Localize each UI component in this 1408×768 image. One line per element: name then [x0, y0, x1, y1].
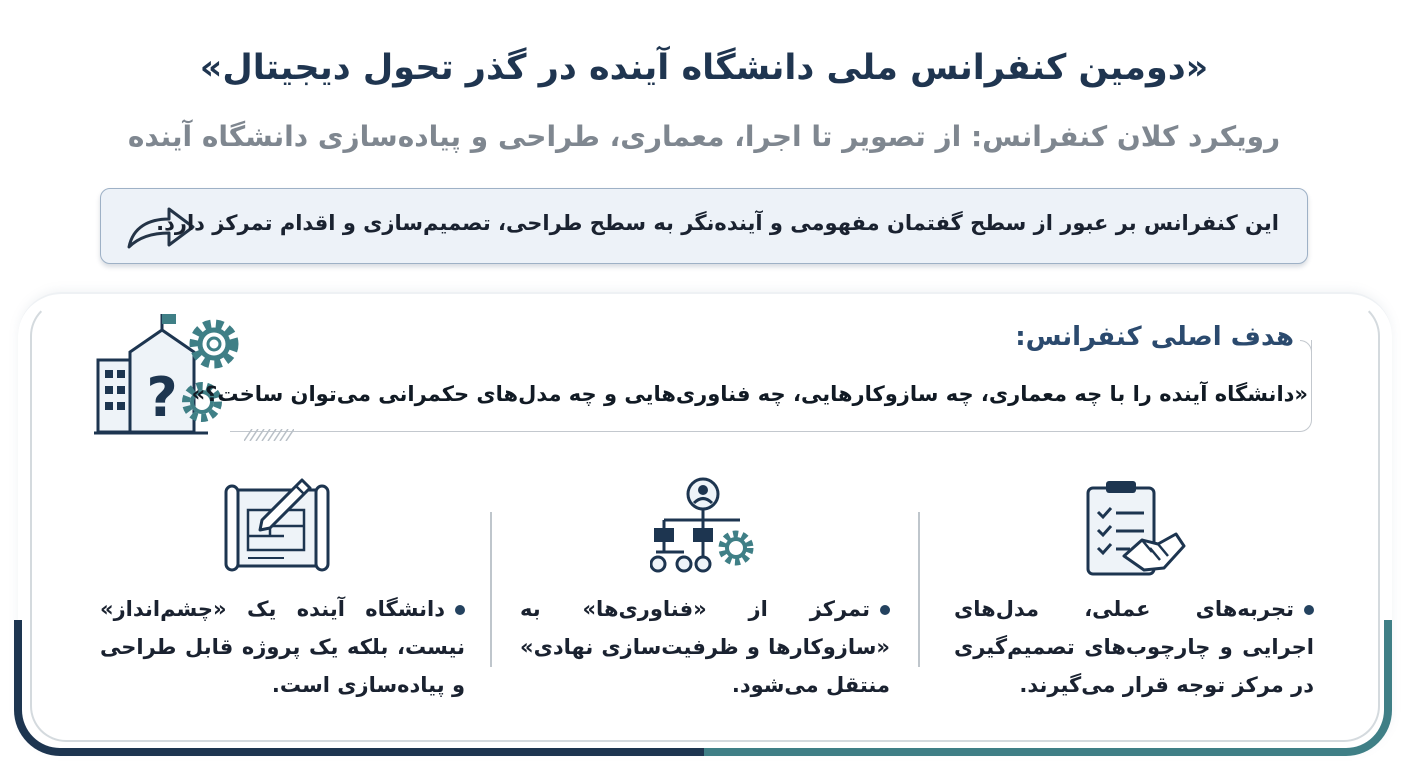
- bullet-dot: [455, 605, 465, 615]
- svg-text:?: ?: [146, 366, 178, 429]
- column-text-mechanisms-body: تمرکز از «فناوری‌ها» به «سازوکارها و ظرفیت‌سازی نهادی» منتقل می‌شود.: [520, 597, 890, 697]
- column-text-practical: [954, 590, 1314, 704]
- page-subtitle: رویکرد کلان کنفرانس: از تصویر تا اجرا، معماری، طراحی و پیاده‌سازی دانشگاه آینده: [127, 120, 1281, 153]
- blueprint-pencil-icon: [224, 474, 330, 578]
- focus-banner: [100, 188, 1308, 264]
- page-title: «دومین کنفرانس ملی دانشگاه آینده در گذر تحول دیجیتال»: [199, 48, 1209, 88]
- bullet-dot: [880, 605, 890, 615]
- org-chart-gear-icon: [650, 476, 760, 580]
- column-text-practical-body: تجربه‌های عملی، مدل‌های اجرایی و چارچوب‌های تصمیم‌گیری در مرکز توجه قرار می‌گیرند.: [954, 597, 1314, 697]
- column-text-project: [100, 590, 465, 704]
- goal-label: هدف اصلی کنفرانس:: [1009, 322, 1300, 352]
- bullet-dot: [1304, 605, 1314, 615]
- banner-text: این کنفرانس بر عبور از سطح گفتمان مفهومی و آینده‌نگر به سطح طراحی، تصمیم‌سازی و اقدام تمرکز دارد.: [156, 211, 1279, 235]
- hatch-decoration: [244, 426, 294, 445]
- column-divider: [918, 512, 920, 667]
- university-question-gears-icon: [90, 312, 250, 442]
- column-text-project-body: دانشگاه آینده یک «چشم‌انداز» نیست، بلکه یک پروژه قابل طراحی و پیاده‌سازی است.: [100, 597, 465, 697]
- clipboard-handshake-icon: [1080, 478, 1190, 582]
- goal-question: «دانشگاه آینده را با چه معماری، چه سازوکارهایی، چه فناوری‌هایی و چه مدل‌های حکمرانی می‌توان ساخت؟»: [191, 382, 1308, 406]
- column-text-mechanisms: [520, 590, 890, 704]
- column-divider: [490, 512, 492, 667]
